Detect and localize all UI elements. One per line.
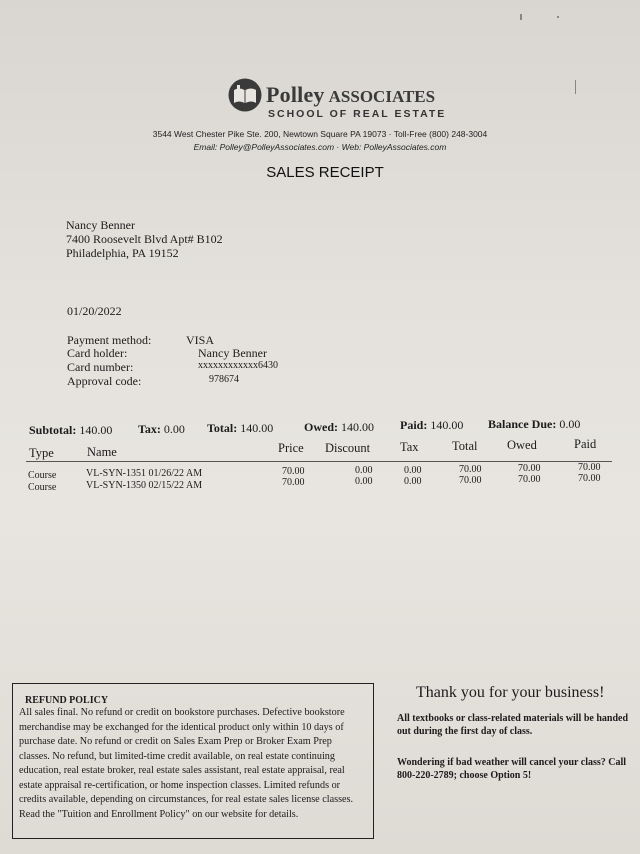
row1-discount: 0.00	[355, 465, 373, 476]
paid-label: Paid:	[400, 418, 428, 432]
row1-total: 70.00	[459, 464, 482, 475]
tax-label: Tax:	[138, 422, 161, 436]
table-divider	[26, 461, 612, 462]
thank-you-message: Thank you for your business!	[416, 684, 605, 701]
row2-name: VL-SYN-1350 02/15/22 AM	[86, 480, 203, 491]
row1-paid: 70.00	[578, 462, 601, 473]
header-total: Total	[452, 439, 478, 453]
customer-city: Philadelphia, PA 19152	[66, 246, 179, 260]
brand-name: Polley	[266, 82, 325, 107]
brand-wordmark	[266, 82, 435, 108]
payment-method-label: Payment method:	[67, 333, 152, 347]
owed-value: 140.00	[341, 420, 374, 434]
subtotal-summary	[29, 423, 112, 438]
address-line: 3544 West Chester Pike Ste. 200, Newtown Square PA 19073 · Toll-Free (800) 248-3004	[152, 129, 488, 139]
owed-summary	[304, 420, 374, 435]
paid-summary	[400, 418, 463, 433]
card-number-value: xxxxxxxxxxxx6430	[198, 360, 278, 371]
brand-school-line: SCHOOL OF REAL ESTATE	[268, 108, 447, 120]
subtotal-value: 140.00	[79, 423, 113, 437]
row1-name: VL-SYN-1351 01/26/22 AM	[86, 468, 203, 479]
pen-mark	[557, 16, 559, 18]
total-summary	[207, 421, 273, 436]
contact-line: Email: Polley@PolleyAssociates.com · Web: PolleyAssociates.com	[193, 142, 447, 152]
balance-label: Balance Due:	[488, 417, 557, 431]
row1-owed: 70.00	[518, 463, 541, 474]
card-number-label: Card number:	[67, 360, 134, 374]
receipt-title: SALES RECEIPT	[266, 164, 384, 181]
header-name: Name	[87, 445, 117, 459]
row2-price: 70.00	[282, 477, 305, 488]
row2-tax: 0.00	[404, 476, 422, 487]
row1-type: Course	[28, 470, 57, 481]
owed-label: Owed:	[304, 420, 338, 434]
balance-value: 0.00	[559, 417, 581, 431]
brand-associates: ASSOCIATES	[328, 87, 436, 106]
refund-policy-title: REFUND POLICY	[25, 695, 109, 706]
textbooks-note: All textbooks or class-related materials will be handed out during the first day of class.	[397, 713, 629, 737]
row2-paid: 70.00	[578, 473, 601, 484]
total-label: Total:	[207, 421, 238, 435]
customer-street: 7400 Roosevelt Blvd Apt# B102	[66, 232, 223, 246]
receipt-date: 01/20/2022	[67, 304, 122, 318]
tax-summary	[138, 422, 185, 437]
pen-mark	[575, 80, 576, 94]
header-paid: Paid	[574, 437, 597, 451]
row2-discount: 0.00	[355, 476, 373, 487]
header-type: Type	[29, 446, 54, 460]
approval-code-value: 978674	[209, 374, 239, 385]
row2-total: 70.00	[459, 475, 482, 486]
total-value: 140.00	[240, 421, 274, 435]
balance-summary	[488, 417, 580, 432]
header-price: Price	[278, 441, 304, 455]
subtotal-label: Subtotal:	[29, 423, 77, 437]
header-discount: Discount	[325, 441, 371, 455]
card-holder-value: Nancy Benner	[198, 346, 267, 360]
header-owed: Owed	[507, 438, 537, 452]
row1-price: 70.00	[282, 466, 305, 477]
customer-name: Nancy Benner	[66, 218, 135, 232]
open-book-logo-icon	[228, 78, 262, 112]
tax-value: 0.00	[163, 422, 185, 436]
paid-value: 140.00	[430, 418, 464, 432]
row2-owed: 70.00	[518, 474, 541, 485]
refund-policy-box	[12, 683, 374, 839]
row1-tax: 0.00	[404, 465, 422, 476]
row2-type: Course	[28, 482, 57, 493]
weather-note: Wondering if bad weather will cancel your class? Call 800-220-2789; choose Option 5!	[397, 757, 627, 781]
payment-method-value: VISA	[186, 333, 215, 347]
refund-policy-body: All sales final. No refund or credit on bookstore purchases. Defective bookstore merchandise may be exchanged for the identical product only within 10 days of purchase date. No refund or credit on Sales Exam Prep or Broker Exam Prep classes. No refund, but limited-time credit available, on real estate continuing education, real estate broker, real estate sales assistant, real estate appraisal, real estate appraisal re-certification, or home inspection classes. Limited refunds or credits available, depending on circumstances, for real estate sales license classes. Read the "Tuition and Enrollment Policy" on our website for details.	[19, 707, 354, 820]
card-holder-label: Card holder:	[67, 346, 128, 360]
header-tax: Tax	[400, 440, 419, 454]
pen-mark	[520, 14, 522, 20]
approval-code-label: Approval code:	[67, 374, 142, 388]
